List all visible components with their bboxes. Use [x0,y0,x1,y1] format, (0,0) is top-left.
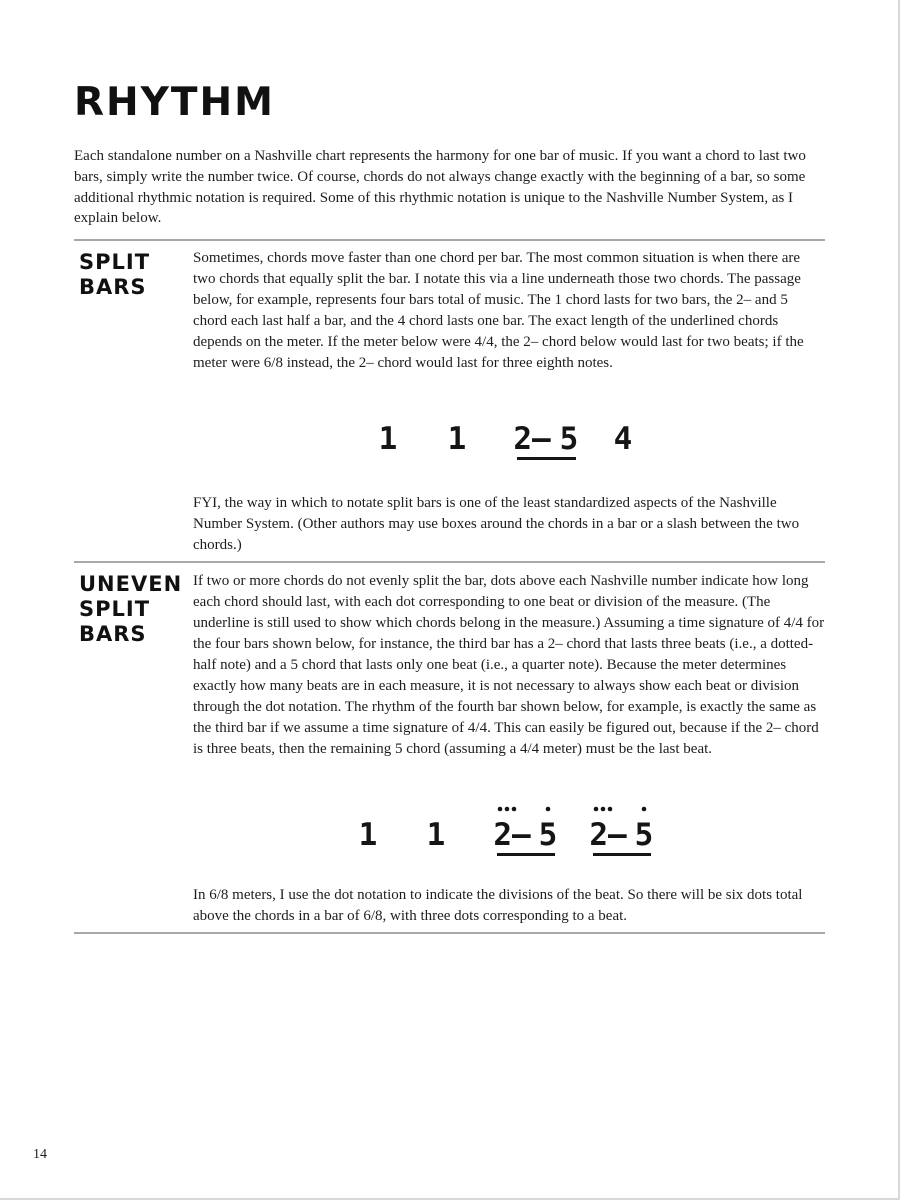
uneven-bar4-dots [594,807,647,812]
split-bars-note: FYI, the way in which to notate split bars is one of the least standardized aspects of the Nashville Number System. (Other authors may use boxes around the chords in a bar or a slash between the two chords.) [193,495,800,553]
uneven-bar4-underline [593,853,651,856]
page-title: RHYTHM [74,80,275,125]
beat-dot [546,807,551,812]
uneven-heading-line-1: UNEVEN [79,572,183,596]
split-bar-underline [517,457,576,460]
beat-dot [601,807,606,812]
beat-dot [642,807,647,812]
uneven-chord-5a: 5 [538,817,558,853]
page-number: 14 [33,1147,47,1162]
uneven-heading-line-3: BARS [79,622,147,646]
split-chord-2-minor: 2– [513,421,551,457]
split-bars-heading-line-1: SPLIT [79,250,151,274]
split-chord-4: 4 [613,421,633,457]
section-divider-uneven-split-bars [74,561,825,563]
split-chord-1b: 1 [447,421,467,457]
beat-dot [498,807,503,812]
uneven-heading-line-2: SPLIT [79,597,151,621]
section-divider-split-bars [74,239,825,241]
uneven-chord-5b: 5 [634,817,654,853]
split-bars-paragraph: Sometimes, chords move faster than one chord per bar. The most common situation is when there are two chords that equally split the bar. I notate this via a line underneath those two chords. The passage below, for example, represents four bars total of music. The 1 chord lasts for two bars, the 2– and 5 chord each last half a bar, and the 4 chord lasts one bar. The exact length of the underlined chords depends on the meter. If the meter below were 4/4, the 2– chord below would last for two beats; if the meter were 6/8 instead, the 2– chord would last for three eighth notes. [193,250,804,371]
beat-dot [594,807,599,812]
uneven-split-bars-note: In 6/8 meters, I use the dot notation to indicate the divisions of the beat. So there will be six dots total above the chords in a bar of 6/8, with three dots corresponding to a beat. [193,887,803,924]
uneven-chord-2-minor-b: 2– [589,817,627,853]
split-bars-heading [79,250,189,300]
split-chord-1a: 1 [378,421,398,457]
split-bars-heading-line-2: BARS [79,275,147,299]
uneven-chord-1b: 1 [426,817,446,853]
split-chord-5: 5 [559,421,579,457]
uneven-chord-2-minor-a: 2– [493,817,531,853]
beat-dot [512,807,517,812]
uneven-split-bars-heading [79,572,189,647]
beat-dot [608,807,613,812]
beat-dot [505,807,510,812]
section-divider-end [74,932,825,934]
uneven-bar3-dots [498,807,551,812]
intro-paragraph: Each standalone number on a Nashville chart represents the harmony for one bar of music. If you want a chord to last two bars, simply write the number twice. Of course, chords do not always change exactly with the beginning of a bar, so some additional rhythmic notation is required. Some of this rhythmic notation is unique to the Nashville Number System, as I explain below. [74,148,806,227]
uneven-bar3-underline [497,853,555,856]
uneven-split-bars-paragraph: If two or more chords do not evenly split the bar, dots above each Nashville number indicate how long each chord should last, with each dot corresponding to one beat or division of the measure. (The underline is still used to show which chords belong in the measure.) Assuming a time signature of 4/4 for the four bars shown below, for instance, the third bar has a 2– chord that lasts three beats (i.e., a dotted-half note) and a 5 chord that lasts only one beat (i.e., a quarter note). Because the meter determines exactly how many beats are in each measure, it is not necessary to always show each beat or division through the dot notation. The rhythm of the fourth bar shown below, for example, is exactly the same as the third bar if we assume a time signature of 4/4. This can easily be figured out, because if the 2– chord is three beats, then the remaining 5 chord (assuming a 4/4 meter) must be the last beat. [193,573,825,757]
uneven-chord-1a: 1 [358,817,378,853]
